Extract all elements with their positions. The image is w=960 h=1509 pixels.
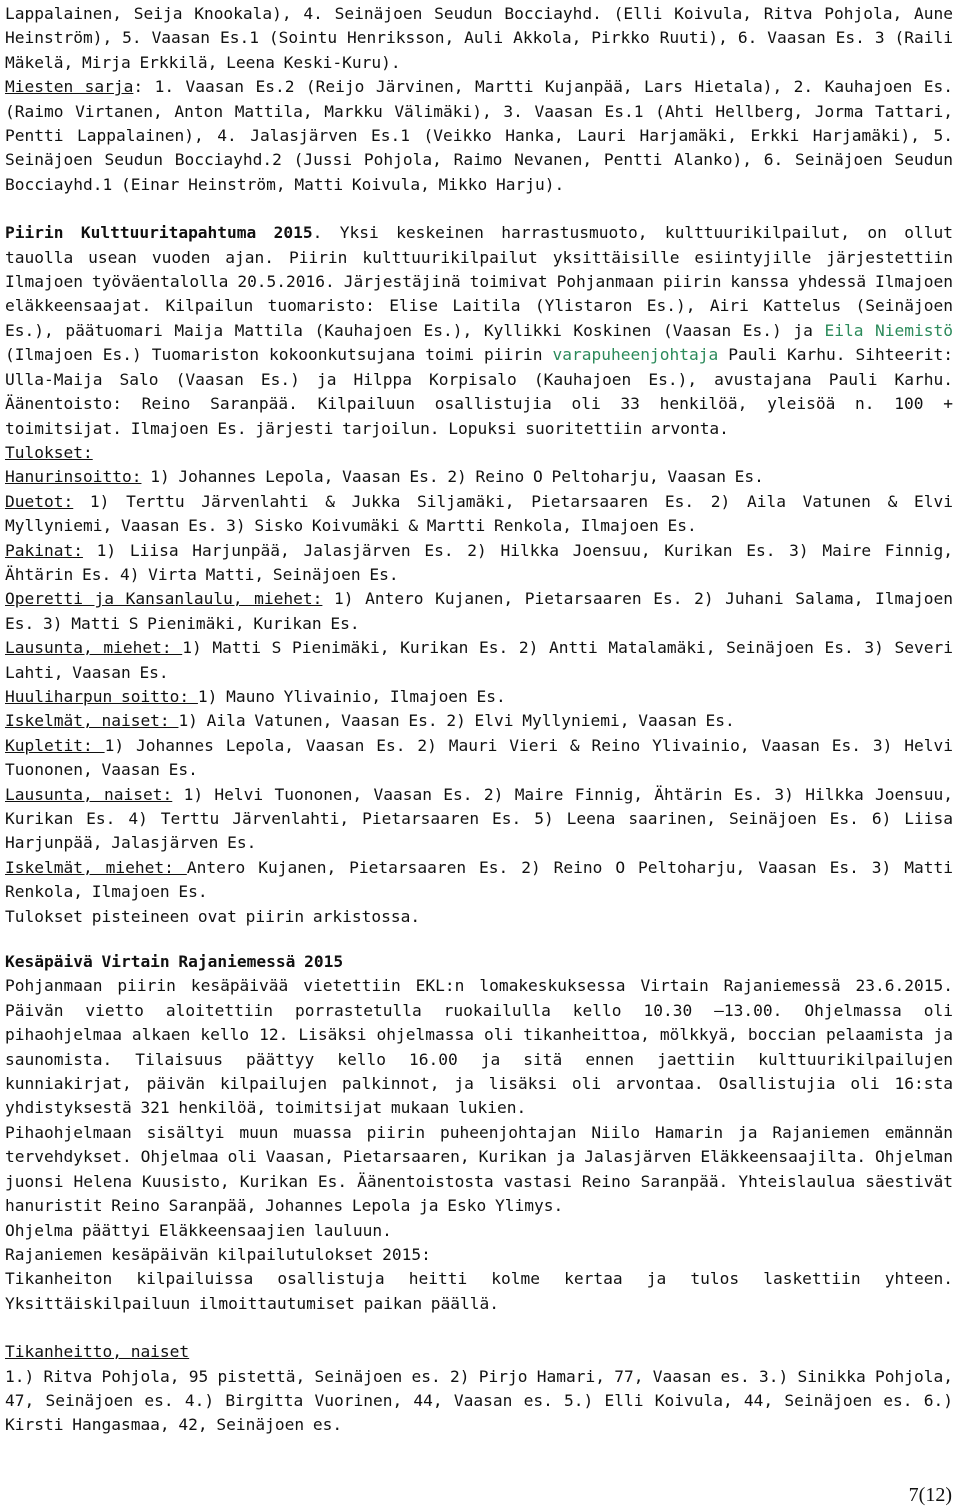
page-number: 7(12) [908,1484,952,1506]
result-entry [5,587,953,636]
result-category: Duetot: [5,491,74,511]
result-entry [5,490,953,539]
darts-heading: Tikanheitto, naiset [5,1342,190,1362]
result-text: 1) Matti S Pienimäki, Kurikan Es. 2) Antti Matalamäki, Seinäjoen Es. 3) Severi Lahti, Vaasan Es. [5,638,953,682]
result-entry [5,856,953,905]
men-series-label: Miesten sarja [5,77,134,97]
judge-name-highlight: Eila Niemistö [824,320,953,340]
culture-paragraph [5,221,953,441]
summer-paragraph-2: Pihaohjelmaan sisältyi muun muassa piirin puheenjohtajan Niilo Hamarin ja Rajaniemen emännän tervehdykset. Ohjelmaa oli Vaasan, Pietarsaaren, Kurikan ja Jalasjärven Eläkkeensaajilta. Ohjelman juonsi Helena Kuusisto, Kurikan Es. Äänentoistosta vastasi Reino Saranpää. Yhteislaulua säestivät hanuristit Reino Saranpää, Johannes Lepola ja Esko Ylimys. [5,1122,953,1216]
role-highlight: varapuheenjohtaja [552,345,719,365]
result-category: Huuliharpun soitto: [5,686,198,706]
result-category: Operetti ja Kansanlaulu, miehet: [5,589,323,609]
result-text: 1) Helvi Tuononen, Vaasan Es. 2) Maire Finnig, Ähtärin Es. 3) Hilkka Joensuu, Kurikan Es. 4) Terttu Järvenlahti, Pietarsaaren Es. 5) Leena saarinen, Seinäjoen Es. 6) Liisa Harjunpää, Jalasjärven Es. [5,784,953,853]
spacer [5,929,953,950]
summer-heading: Kesäpäivä Virtain Rajaniemessä 2015 [5,952,344,972]
document-page [5,2,953,1438]
culture-heading: Piirin Kulttuuritapahtuma 2015 [5,223,313,243]
result-category: Lausunta, naiset: [5,784,173,804]
spacer [5,197,953,221]
darts-results: 1.) Ritva Pohjola, 95 pistettä, Seinäjoen es. 2) Pirjo Hamari, 77, Vaasan es. 3.) Sinikka Pohjola, 47, Seinäjoen es. 4.) Birgitta Vuorinen, 44, Vaasan es. 5.) Elli Koivula, 44, Seinäjoen es. 6.) Kirsti Hangasmaa, 42, Seinäjoen es. [5,1366,953,1435]
culture-text-b: (Ilmajoen Es.) Tuomariston kokoonkutsujana toimi piirin [5,345,553,365]
result-text: 1) Antero Kujanen, Pietarsaaren Es. 2) Juhani Salama, Ilmajoen Es. 3) Matti S Pienimäki, Kurikan Es. [5,589,953,633]
result-text: 1) Johannes Lepola, Vaasan Es. 2) Reino O Peltoharju, Vaasan Es. [141,467,764,487]
result-text: 1) Mauno Ylivainio, Ilmajoen Es. [197,686,506,706]
result-category: Pakinat: [5,540,83,560]
result-text: 1) Aila Vatunen, Vaasan Es. 2) Elvi Myllyniemi, Vaasan Es. [178,711,735,731]
results-closing: Tulokset pisteineen ovat piirin arkistossa. [5,906,421,926]
result-entry [5,685,953,709]
result-text: 1) Terttu Järvenlahti & Jukka Siljamäki, Pietarsaaren Es. 2) Aila Vatunen & Elvi Myllyniemi, Vaasan Es. 3) Sisko Koivumäki & Martti Renkola, Ilmajoen Es. [5,491,953,536]
result-category: Kupletit: [5,735,105,755]
result-entry [5,636,953,685]
result-category: Hanurinsoitto: [5,467,142,487]
result-text: Antero Kujanen, Pietarsaaren Es. 2) Reino O Peltoharju, Vaasan Es. 3) Matti Renkola, Ilmajoen Es. [5,857,953,902]
result-text: 1) Johannes Lepola, Vaasan Es. 2) Mauri Vieri & Reino Ylivainio, Vaasan Es. 3) Helvi Tuononen, Vaasan Es. [5,735,953,780]
intro-paragraph: Lappalainen, Seija Knookala), 4. Seinäjoen Seudun Bocciayhd. (Elli Koivula, Ritva Pohjola, Aune Heinström), 5. Vaasan Es.1 (Sointu Henriksson, Auli Akkola, Pirkko Ruuti), 6. Vaasan Es. 3 (Raili Mäkelä, Mirja Erkkilä, Leena Keski-Kuru). [5,4,953,72]
results-label: Tulokset: [5,442,93,462]
result-category: Lausunta, miehet: [5,638,183,658]
summer-paragraph-1: Pohjanmaan piirin kesäpäivää vietettiin EKL:n lomakeskuksessa Virtain Rajaniemessä 23.6.2015. Päivän vietto aloitettiin porrastetulla ruokailulla kello 10.30 –13.00. Ohjelmassa oli pihaohjelmaa alkaen kello 12. Lisäksi ohjelmassa oli tikanheittoa, mölkkyä, boccian pelaamista ja saunomista. Tilaisuus päättyy kello 16.00 ja sitä ennen jaettiin kulttuurikilpailujen kunniakirjat, päivän kilpailujen palkinnot, ja lisäksi oli arvontaa. Osallistujia oli 16:sta yhdistyksestä 321 henkilöä, toimitsijat mukaan lukien. [5,976,953,1118]
men-series-text: : 1. Vaasan Es.2 (Reijo Järvinen, Martti Kujanpää, Lars Hietala), 2. Kauhajoen Es. (Raimo Virtanen, Anton Mattila, Markku Välimäki), 3. Vaasan Es.1 (Ahti Hellberg, Jorma Tattari, Pentti Lappalainen), 4. Jalasjärven Es.1 (Veikko Hanka, Lauri Harjamäki, Erkki Harjamäki), 5. Seinäjoen Seudun Bocciayhd.2 (Jussi Pohjola, Raimo Nevanen, Pentti Alanko), 6. Seinäjoen Seudun Bocciayhd.1 (Einar Heinström, Matti Koivula, Mikko Harju). [5,77,953,194]
culture-text-c: Pauli Karhu. Sihteerit: Ulla-Maija Salo (Vaasan Es.) ja Hilppa Korpisalo (Kauhajoen Es.), avustajana Pauli Karhu. Äänentoisto: Reino Saranpää. Kilpailuun osallistujia oli 33 henkilöä, yleisöä n. 100 + toimitsijat. Ilmajoen Es. järjesti tarjoilun. Lopuksi suoritettiin arvonta. [5,345,953,438]
spacer [5,1316,953,1340]
result-entry [5,465,953,489]
result-entry [5,539,953,588]
result-entry [5,734,953,783]
summer-paragraph-5: Tikanheiton kilpailuissa osallistuja heitti kolme kertaa ja tulos laskettiin yhteen. Yksittäiskilpailuun ilmoittautumiset paikan päällä. [5,1269,953,1313]
summer-paragraph-4: Rajaniemen kesäpäivän kilpailutulokset 2015: [5,1244,431,1264]
result-text: 1) Liisa Harjunpää, Jalasjärven Es. 2) Hilkka Joensuu, Kurikan Es. 3) Maire Finnig, Ähtärin Es. 4) Virta Matti, Seinäjoen Es. [5,540,953,584]
men-series-paragraph [5,75,953,197]
result-entry [5,783,953,856]
result-entry [5,709,953,733]
result-category: Iskelmät, naiset: [5,711,179,731]
culture-text-a: . Yksi keskeinen harrastusmuoto, kulttuurikilpailut, on ollut tauolla usean vuoden ajan. Piirin kulttuurikilpailut yksittäisille esiintyjille järjestettiin Ilmajoen työväentalolla 20.5.2016. Järjestäjinä toimivat Pohjanmaan piirin kanssa yhdessä Ilmajoen eläkkeensaajat. Kilpailun tuomaristo: Elise Laitila (Ylistaron Es.), Airi Kattelus (Seinäjoen Es.), päätuomari Maija Mattila (Kauhajoen Es.), Kyllikki Koskinen (Vaasan Es.) ja [5,223,953,340]
result-category: Iskelmät, miehet: [5,857,187,877]
summer-paragraph-3: Ohjelma päättyi Eläkkeensaajien lauluun. [5,1220,392,1240]
